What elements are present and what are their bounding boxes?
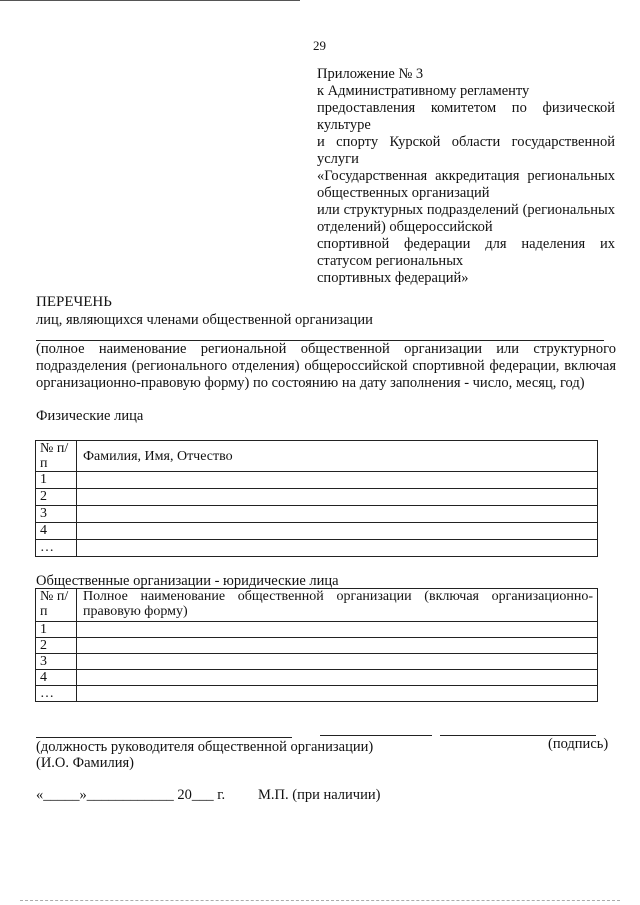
appendix-line: культуре: [317, 117, 371, 133]
col-num-header: № п/п: [36, 589, 77, 622]
position-caption: (должность руководителя общественной организации): [36, 739, 374, 755]
name-cell[interactable]: [77, 540, 598, 557]
appendix-title: Приложение № 3: [317, 66, 424, 82]
individuals-table: [35, 440, 598, 557]
document-heading: ПЕРЕЧЕНЬ: [36, 294, 112, 310]
stamp-note: М.П. (при наличии): [258, 787, 381, 803]
col-name-header: Фамилия, Имя, Отчество: [77, 441, 598, 472]
table-row: [36, 489, 598, 506]
appendix-line: статусом региональных: [317, 253, 464, 269]
scan-edge: [20, 900, 620, 901]
appendix-block: [317, 66, 615, 287]
name-cell[interactable]: [77, 523, 598, 540]
individuals-label: Физические лица: [36, 408, 144, 424]
row-number: 3: [36, 654, 77, 670]
name-cell[interactable]: [77, 489, 598, 506]
organizations-label: Общественные организации - юридические лица: [36, 573, 339, 589]
appendix-line: предоставления комитетом по физической: [317, 100, 615, 116]
table-row: [36, 523, 598, 540]
name-cell[interactable]: [77, 472, 598, 489]
table-row: [36, 622, 598, 638]
signature-line: [320, 735, 432, 736]
row-number: 4: [36, 523, 77, 540]
appendix-line: «Государственная аккредитация региональных: [317, 168, 615, 184]
row-number: 2: [36, 489, 77, 506]
appendix-line: отделений) общероссийской: [317, 219, 493, 235]
row-number: …: [36, 540, 77, 557]
note-line: организационно-правовую форму) по состоянию на дату заполнения - число, месяц, год): [36, 375, 585, 391]
date-line: «_____»____________ 20___ г.: [36, 787, 226, 803]
document-subheading: лиц, являющихся членами общественной организации: [36, 312, 373, 328]
appendix-line: и спорту Курской области государственной: [317, 134, 615, 150]
org-name-cell[interactable]: [77, 670, 598, 686]
note-line: подразделения (регионального отделения) общероссийской спортивной федерации, включая: [36, 358, 616, 374]
position-line: [36, 737, 292, 738]
table-row: [36, 506, 598, 523]
appendix-line: к Административному регламенту: [317, 83, 530, 99]
row-number: 1: [36, 622, 77, 638]
org-name-cell[interactable]: [77, 654, 598, 670]
org-name-cell[interactable]: [77, 638, 598, 654]
table-row: [36, 638, 598, 654]
row-number: 4: [36, 670, 77, 686]
table-header-row: [36, 589, 598, 622]
organizations-table: [35, 588, 598, 702]
appendix-line: общественных организаций: [317, 185, 490, 201]
col-num-header: № п/п: [36, 441, 77, 472]
row-number: 3: [36, 506, 77, 523]
appendix-line: или структурных подразделений (региональных: [317, 202, 615, 218]
signature-caption: (подпись): [548, 736, 609, 752]
appendix-line: спортивных федераций»: [317, 270, 469, 286]
row-number: 2: [36, 638, 77, 654]
table-header-row: [36, 441, 598, 472]
table-row: [36, 472, 598, 489]
row-number: 1: [36, 472, 77, 489]
org-name-cell[interactable]: [77, 622, 598, 638]
name-cell[interactable]: [77, 506, 598, 523]
table-row: [36, 686, 598, 702]
row-number: …: [36, 686, 77, 702]
appendix-line: услуги: [317, 151, 359, 167]
note-line: (полное наименование региональной общественной организации или структурного: [36, 341, 616, 357]
name-caption: (И.О. Фамилия): [36, 755, 134, 771]
table-row: [36, 670, 598, 686]
table-row: [36, 654, 598, 670]
organization-note: [36, 341, 616, 392]
appendix-line: спортивной федерации для наделения их: [317, 236, 615, 252]
top-rule: [0, 0, 300, 1]
page-number: 29: [313, 38, 326, 53]
col-name-header: Полное наименование общественной организации (включая организационно-правовую форму): [77, 589, 598, 622]
org-name-cell[interactable]: [77, 686, 598, 702]
table-row: [36, 540, 598, 557]
